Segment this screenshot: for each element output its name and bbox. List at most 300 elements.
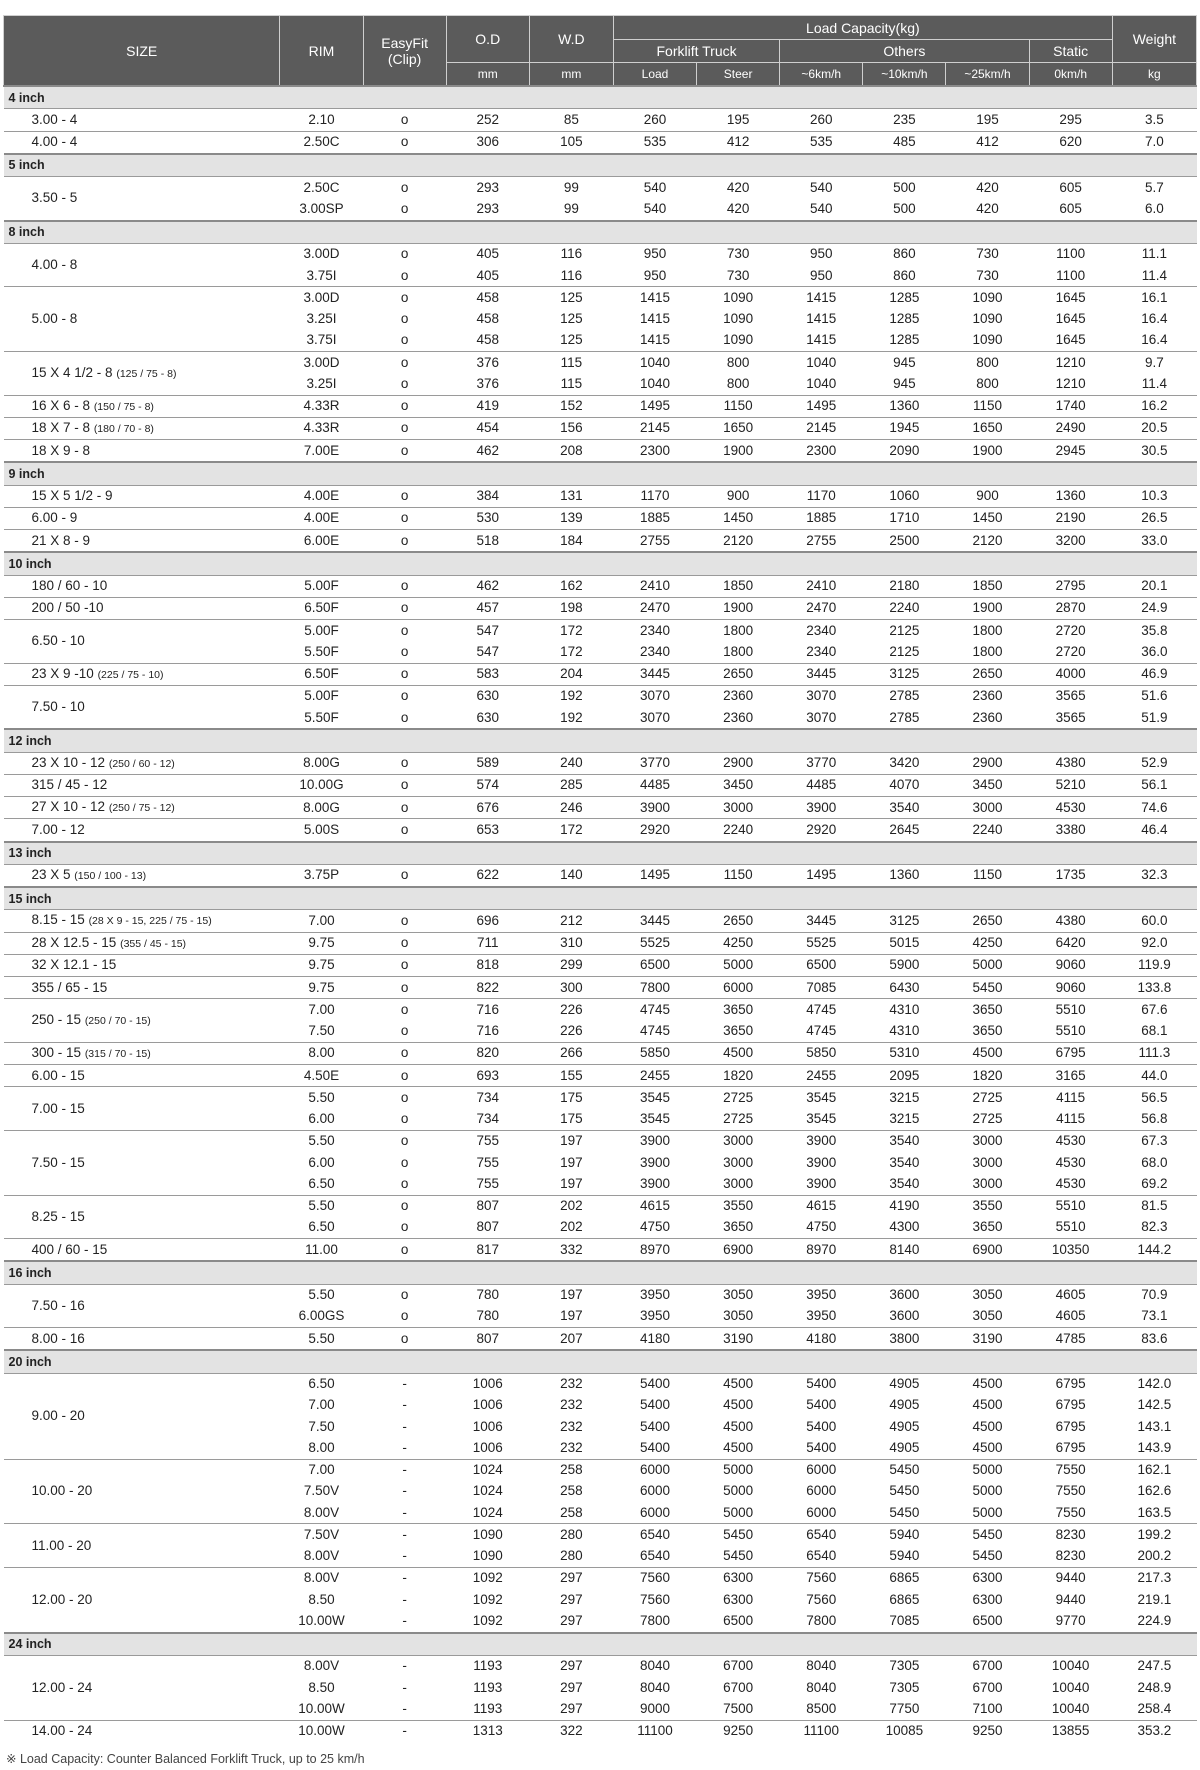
steer-cell: 730 xyxy=(697,243,780,265)
wd-cell: 285 xyxy=(529,774,613,796)
speed-25-cell: 1650 xyxy=(946,417,1029,439)
speed-6-cell: 4180 xyxy=(780,1328,863,1351)
speed-6-cell: 3070 xyxy=(780,685,863,707)
speed-25-cell: 6700 xyxy=(946,1655,1029,1677)
wd-cell: 125 xyxy=(560,332,583,348)
size-cell xyxy=(4,977,280,999)
speed-6-cell: 7560 xyxy=(806,1591,837,1607)
od-cell: 1006 xyxy=(472,1418,503,1434)
speed-6-cell: 6540 xyxy=(806,1548,837,1564)
load-cell: 1040 xyxy=(613,352,696,374)
speed-25-cell: 2360 xyxy=(946,685,1029,707)
steer-cell: 3050 xyxy=(697,1284,780,1306)
weight-cell: 16.4 xyxy=(1141,311,1168,327)
static-cell: 9060 xyxy=(1029,977,1112,999)
wd-cell: 192 xyxy=(560,709,583,725)
speed-25-cell: 3450 xyxy=(946,774,1029,796)
steer-cell: 3650 xyxy=(723,1219,754,1235)
od-cell: 653 xyxy=(446,819,529,842)
easyfit-cell: o xyxy=(363,954,446,976)
od-cell: 1006 xyxy=(472,1439,503,1455)
weight-cell: 24.9 xyxy=(1112,597,1196,619)
size-cell xyxy=(4,819,280,842)
header-others: Others xyxy=(780,40,1029,63)
speed-25-cell: 1090 xyxy=(972,311,1003,327)
speed-6-cell: 8040 xyxy=(780,1655,863,1677)
static-cell: 2720 xyxy=(1029,620,1112,642)
rim-cell: 7.50 xyxy=(308,1418,335,1434)
steer-cell: 3550 xyxy=(697,1195,780,1217)
steer-cell: 5450 xyxy=(697,1524,780,1546)
steer-cell: 6700 xyxy=(697,1655,780,1677)
easyfit-cell: o xyxy=(363,910,446,932)
wd-cell: 85 xyxy=(529,109,613,131)
static-cell: 10040 xyxy=(1029,1655,1112,1677)
load-cell: 2455 xyxy=(613,1065,696,1087)
speed-25-cell: 1800 xyxy=(972,643,1003,659)
od-cell: 1006 xyxy=(472,1397,503,1413)
wd-cell: 297 xyxy=(560,1700,583,1716)
load-cell: 950 xyxy=(613,243,696,265)
rim-cell: 7.00 xyxy=(280,999,363,1021)
table-row xyxy=(4,910,1197,932)
footnote: ※ Load Capacity: Counter Balanced Forklift Truck, up to 25 km/h xyxy=(6,1752,365,1766)
wd-cell: 172 xyxy=(560,643,583,659)
easyfit-cell: o xyxy=(363,752,446,774)
speed-25-cell: 1090 xyxy=(946,287,1029,309)
wd-cell: 226 xyxy=(560,1023,583,1039)
static-cell: 3565 xyxy=(1029,685,1112,707)
table-row xyxy=(4,819,1197,842)
speed-25-cell: 6300 xyxy=(946,1567,1029,1589)
steer-cell: 9250 xyxy=(697,1720,780,1742)
od-cell: 454 xyxy=(446,417,529,439)
speed-6-cell: 7085 xyxy=(780,977,863,999)
table-row xyxy=(4,1567,1197,1589)
steer-cell: 900 xyxy=(697,485,780,507)
speed-25-cell: 3000 xyxy=(972,1175,1003,1191)
size-label: 32 X 12.1 - 15 xyxy=(31,957,117,973)
easyfit-cell: o xyxy=(363,1130,446,1152)
speed-10-cell: 3125 xyxy=(863,910,946,932)
speed-6-cell: 2455 xyxy=(780,1065,863,1087)
weight-cell: 258.4 xyxy=(1137,1700,1172,1716)
unit-6kmh: ~6km/h xyxy=(780,63,863,87)
speed-10-cell: 6430 xyxy=(863,977,946,999)
speed-10-cell: 3125 xyxy=(863,663,946,685)
size-cell xyxy=(4,910,280,932)
speed-6-cell: 2340 xyxy=(780,620,863,642)
rim-cell: 2.10 xyxy=(280,109,363,131)
section-header xyxy=(4,729,1197,752)
rim-cell: 8.50 xyxy=(308,1591,335,1607)
steer-cell: 6500 xyxy=(723,1612,754,1628)
weight-cell: 133.8 xyxy=(1112,977,1196,999)
speed-10-cell: 10085 xyxy=(863,1720,946,1742)
load-cell: 6000 xyxy=(639,1504,671,1520)
size-label: 8.15 - 15 xyxy=(31,912,85,928)
weight-cell: 20.1 xyxy=(1112,575,1196,597)
speed-6-cell: 1415 xyxy=(780,287,863,309)
weight-cell: 68.0 xyxy=(1141,1154,1168,1170)
static-cell: 4115 xyxy=(1056,1111,1086,1127)
weight-cell: 11.4 xyxy=(1141,375,1168,391)
od-cell: 780 xyxy=(476,1308,500,1324)
rim-cell: 8.50 xyxy=(308,1679,335,1695)
header-od: O.D xyxy=(446,16,529,63)
size-label: 300 - 15 xyxy=(31,1044,82,1060)
od-cell: 1024 xyxy=(472,1504,503,1520)
table-row xyxy=(4,774,1197,796)
load-cell: 3545 xyxy=(613,1087,696,1109)
weight-cell: 16.4 xyxy=(1141,332,1168,348)
load-cell: 3900 xyxy=(639,1175,671,1191)
wd-cell: 197 xyxy=(560,1308,583,1324)
weight-cell: 35.8 xyxy=(1112,620,1196,642)
header-weight: Weight xyxy=(1112,16,1196,63)
wd-cell: 162 xyxy=(529,575,613,597)
static-cell: 9440 xyxy=(1055,1591,1086,1607)
size-alt-label: (28 X 9 - 15, 225 / 75 - 15) xyxy=(88,915,212,928)
speed-6-cell: 535 xyxy=(780,131,863,154)
rim-cell: 6.00E xyxy=(280,530,363,553)
section-header xyxy=(4,552,1197,575)
size-alt-label: (150 / 100 - 13) xyxy=(74,869,147,882)
weight-cell: 142.0 xyxy=(1112,1373,1196,1395)
size-cell xyxy=(4,485,280,507)
wd-cell: 212 xyxy=(529,910,613,932)
weight-cell: 199.2 xyxy=(1112,1524,1196,1546)
od-cell: 1092 xyxy=(446,1567,529,1589)
rim-cell: 5.50 xyxy=(280,1284,363,1306)
load-cell: 5400 xyxy=(613,1373,696,1395)
size-cell xyxy=(4,620,280,664)
od-cell: 405 xyxy=(476,267,500,283)
section-header xyxy=(4,1633,1197,1656)
wd-cell: 175 xyxy=(529,1087,613,1109)
size-label: 15 X 4 1/2 - 8 xyxy=(31,364,113,380)
od-cell: 458 xyxy=(446,287,529,309)
wd-cell: 125 xyxy=(560,311,583,327)
table-row xyxy=(4,1065,1197,1087)
table-row xyxy=(4,1087,1197,1109)
weight-cell: 248.9 xyxy=(1137,1679,1172,1695)
section-header xyxy=(4,842,1197,865)
rim-cell: 8.00V xyxy=(303,1504,340,1520)
od-cell: 734 xyxy=(476,1111,500,1127)
speed-25-cell: 2650 xyxy=(946,663,1029,685)
speed-25-cell: 2900 xyxy=(946,752,1029,774)
speed-25-cell: 6500 xyxy=(972,1612,1003,1628)
steer-cell: 2360 xyxy=(697,685,780,707)
table-row xyxy=(4,797,1197,819)
table-row xyxy=(4,243,1197,265)
speed-25-cell: 6700 xyxy=(972,1679,1003,1695)
load-cell: 2340 xyxy=(613,620,696,642)
speed-10-cell: 3215 xyxy=(889,1111,920,1127)
size-cell xyxy=(4,1065,280,1087)
speed-10-cell: 5310 xyxy=(863,1042,946,1064)
header-wd: W.D xyxy=(529,16,613,63)
weight-cell: 162.6 xyxy=(1137,1483,1172,1499)
speed-25-cell: 5450 xyxy=(946,1524,1029,1546)
size-label: 250 - 15 xyxy=(31,1012,82,1027)
weight-cell: 247.5 xyxy=(1112,1655,1196,1677)
speed-10-cell: 3540 xyxy=(889,1154,920,1170)
static-cell: 1100 xyxy=(1056,267,1086,283)
steer-cell: 3000 xyxy=(723,1154,754,1170)
wd-cell: 297 xyxy=(560,1591,583,1607)
speed-10-cell: 3540 xyxy=(889,1175,920,1191)
speed-10-cell: 2785 xyxy=(863,685,946,707)
table-row xyxy=(4,1655,1197,1677)
size-label: 7.50 - 15 xyxy=(31,1154,85,1170)
size-cell xyxy=(4,663,280,685)
rim-cell: 5.50 xyxy=(280,1328,363,1351)
size-cell xyxy=(4,243,280,287)
tire-spec-table xyxy=(3,15,1197,1742)
section-header xyxy=(4,86,1197,109)
table-row xyxy=(4,1195,1197,1217)
easyfit-cell: o xyxy=(363,109,446,131)
wd-cell: 297 xyxy=(560,1679,583,1695)
weight-cell: 56.8 xyxy=(1141,1111,1168,1127)
wd-cell: 116 xyxy=(560,267,583,283)
easyfit-cell: o xyxy=(400,311,409,327)
od-cell: 622 xyxy=(446,864,529,887)
easyfit-cell: o xyxy=(363,620,446,642)
steer-cell: 2650 xyxy=(697,910,780,932)
od-cell: 293 xyxy=(476,200,500,216)
speed-10-cell: 1285 xyxy=(863,287,946,309)
weight-cell: 16.2 xyxy=(1112,395,1196,417)
speed-25-cell: 2120 xyxy=(946,530,1029,553)
size-label: 8.25 - 15 xyxy=(31,1208,85,1224)
size-alt-label: (150 / 75 - 8) xyxy=(93,400,154,413)
wd-cell: 232 xyxy=(560,1397,583,1413)
od-cell: 1092 xyxy=(472,1612,503,1628)
od-cell: 1092 xyxy=(472,1591,503,1607)
static-cell: 2795 xyxy=(1029,575,1112,597)
speed-6-cell: 1495 xyxy=(780,864,863,887)
speed-10-cell: 7305 xyxy=(863,1655,946,1677)
wd-cell: 155 xyxy=(529,1065,613,1087)
speed-25-cell: 800 xyxy=(976,375,999,391)
easyfit-cell: o xyxy=(363,663,446,685)
static-cell: 7550 xyxy=(1029,1459,1112,1481)
size-cell xyxy=(4,131,280,154)
easyfit-cell: o xyxy=(363,1328,446,1351)
od-cell: 1024 xyxy=(472,1483,503,1499)
speed-25-cell: 4500 xyxy=(972,1439,1003,1455)
rim-cell: 9.75 xyxy=(280,977,363,999)
speed-6-cell: 3900 xyxy=(780,797,863,819)
static-cell: 1645 xyxy=(1055,332,1086,348)
speed-10-cell: 4310 xyxy=(863,999,946,1021)
speed-6-cell: 11100 xyxy=(780,1720,863,1742)
steer-cell: 1450 xyxy=(697,507,780,529)
easyfit-cell: o xyxy=(363,395,446,417)
size-label: 7.50 - 10 xyxy=(31,699,85,714)
weight-cell: 69.2 xyxy=(1141,1175,1168,1191)
speed-6-cell: 4745 xyxy=(780,999,863,1021)
speed-25-cell: 9250 xyxy=(946,1720,1029,1742)
size-label: 3.00 - 4 xyxy=(31,111,78,127)
steer-cell: 3650 xyxy=(723,1023,754,1039)
section-title: 24 inch xyxy=(4,1633,1197,1656)
load-cell: 3900 xyxy=(613,1130,696,1152)
od-cell: 1090 xyxy=(446,1524,529,1546)
easyfit-cell: o xyxy=(400,709,409,725)
weight-cell: 10.3 xyxy=(1112,485,1196,507)
weight-cell: 119.9 xyxy=(1112,954,1196,976)
weight-cell: 36.0 xyxy=(1141,643,1168,659)
section-title: 9 inch xyxy=(4,462,1197,485)
wd-cell: 131 xyxy=(529,485,613,507)
table-row xyxy=(4,507,1197,529)
size-label: 12.00 - 24 xyxy=(31,1679,93,1695)
size-label: 23 X 9 -10 xyxy=(31,665,94,681)
size-label: 6.50 - 10 xyxy=(31,633,85,649)
static-cell: 2870 xyxy=(1029,597,1112,619)
rim-cell: 3.00D xyxy=(280,287,363,309)
size-alt-label: (180 / 70 - 8) xyxy=(93,422,154,435)
od-cell: 462 xyxy=(446,575,529,597)
speed-6-cell: 3545 xyxy=(780,1087,863,1109)
od-cell: 518 xyxy=(446,530,529,553)
table-row xyxy=(4,1459,1197,1481)
easyfit-cell: - xyxy=(363,1655,446,1677)
weight-cell: 32.3 xyxy=(1112,864,1196,887)
easyfit-cell: - xyxy=(363,1567,446,1589)
speed-6-cell: 1885 xyxy=(780,507,863,529)
size-label: 200 / 50 -10 xyxy=(31,600,104,616)
speed-10-cell: 2645 xyxy=(863,819,946,842)
steer-cell: 412 xyxy=(697,131,780,154)
speed-6-cell: 1415 xyxy=(806,311,837,327)
size-cell xyxy=(4,530,280,553)
rim-cell: 6.50 xyxy=(308,1175,335,1191)
easyfit-cell: o xyxy=(363,530,446,553)
size-cell xyxy=(4,597,280,619)
table-header xyxy=(4,16,1197,87)
load-cell: 3445 xyxy=(613,663,696,685)
speed-10-cell: 4190 xyxy=(863,1195,946,1217)
size-label: 12.00 - 20 xyxy=(31,1591,93,1607)
speed-25-cell: 1900 xyxy=(946,440,1029,463)
section-header xyxy=(4,887,1197,910)
od-cell: 693 xyxy=(446,1065,529,1087)
steer-cell: 3000 xyxy=(697,1130,780,1152)
weight-cell: 353.2 xyxy=(1112,1720,1196,1742)
size-label: 315 / 45 - 12 xyxy=(31,777,108,793)
wd-cell: 207 xyxy=(529,1328,613,1351)
size-cell xyxy=(4,685,280,729)
wd-cell: 198 xyxy=(529,597,613,619)
easyfit-cell: - xyxy=(402,1504,407,1520)
weight-cell: 3.5 xyxy=(1112,109,1196,131)
table-row xyxy=(4,1042,1197,1064)
speed-6-cell: 2410 xyxy=(780,575,863,597)
load-cell: 2920 xyxy=(613,819,696,842)
speed-6-cell: 5400 xyxy=(806,1418,837,1434)
speed-10-cell: 3540 xyxy=(863,797,946,819)
speed-6-cell: 3900 xyxy=(780,1130,863,1152)
steer-cell: 5000 xyxy=(723,1504,754,1520)
od-cell: 306 xyxy=(446,131,529,154)
easyfit-cell: o xyxy=(363,685,446,707)
size-cell xyxy=(4,177,280,221)
header-rim: RIM xyxy=(280,16,363,87)
rim-cell: 11.00 xyxy=(280,1239,363,1262)
load-cell: 5525 xyxy=(613,932,696,954)
load-cell: 3445 xyxy=(613,910,696,932)
load-cell: 950 xyxy=(643,267,667,283)
size-cell xyxy=(4,1524,280,1568)
speed-6-cell: 4750 xyxy=(806,1219,837,1235)
table-row xyxy=(4,620,1197,642)
steer-cell: 4500 xyxy=(723,1397,754,1413)
weight-cell: 44.0 xyxy=(1112,1065,1196,1087)
load-cell: 2410 xyxy=(613,575,696,597)
load-cell: 4750 xyxy=(639,1219,671,1235)
speed-25-cell: 2650 xyxy=(946,910,1029,932)
speed-25-cell: 7100 xyxy=(972,1700,1003,1716)
table-row xyxy=(4,685,1197,707)
easyfit-cell: o xyxy=(363,575,446,597)
static-cell: 13855 xyxy=(1029,1720,1112,1742)
size-label: 23 X 5 xyxy=(31,866,71,882)
speed-10-cell: 1285 xyxy=(889,332,920,348)
od-cell: 384 xyxy=(446,485,529,507)
load-cell: 6500 xyxy=(613,954,696,976)
section-title: 16 inch xyxy=(4,1261,1197,1284)
speed-10-cell: 5900 xyxy=(863,954,946,976)
table-row xyxy=(4,999,1197,1021)
size-cell xyxy=(4,1567,280,1632)
rim-cell: 5.50 xyxy=(280,1087,363,1109)
steer-cell: 195 xyxy=(697,109,780,131)
section-header xyxy=(4,154,1197,177)
speed-6-cell: 3900 xyxy=(806,1154,837,1170)
load-cell: 3545 xyxy=(639,1111,671,1127)
speed-10-cell: 5450 xyxy=(863,1459,946,1481)
static-cell: 6420 xyxy=(1029,932,1112,954)
rim-cell: 4.00E xyxy=(280,485,363,507)
speed-10-cell: 2095 xyxy=(863,1065,946,1087)
size-label: 6.00 - 15 xyxy=(31,1067,85,1083)
rim-cell: 5.00S xyxy=(280,819,363,842)
load-cell: 1495 xyxy=(613,864,696,887)
size-label: 355 / 65 - 15 xyxy=(31,979,108,995)
size-label: 15 X 5 1/2 - 9 xyxy=(31,488,113,504)
easyfit-cell: - xyxy=(402,1679,407,1695)
easyfit-cell: o xyxy=(363,507,446,529)
size-cell xyxy=(4,1130,280,1195)
rim-cell: 6.50F xyxy=(280,663,363,685)
od-cell: 1006 xyxy=(446,1373,529,1395)
table-row xyxy=(4,287,1197,309)
speed-25-cell: 5450 xyxy=(972,1548,1003,1564)
static-cell: 10040 xyxy=(1051,1700,1090,1716)
static-cell: 9770 xyxy=(1055,1612,1086,1628)
speed-25-cell: 1450 xyxy=(946,507,1029,529)
easyfit-cell: o xyxy=(400,1308,409,1324)
unit-0kmh: 0km/h xyxy=(1029,63,1112,87)
speed-6-cell: 4745 xyxy=(806,1023,837,1039)
od-cell: 807 xyxy=(476,1219,500,1235)
od-cell: 818 xyxy=(446,954,529,976)
